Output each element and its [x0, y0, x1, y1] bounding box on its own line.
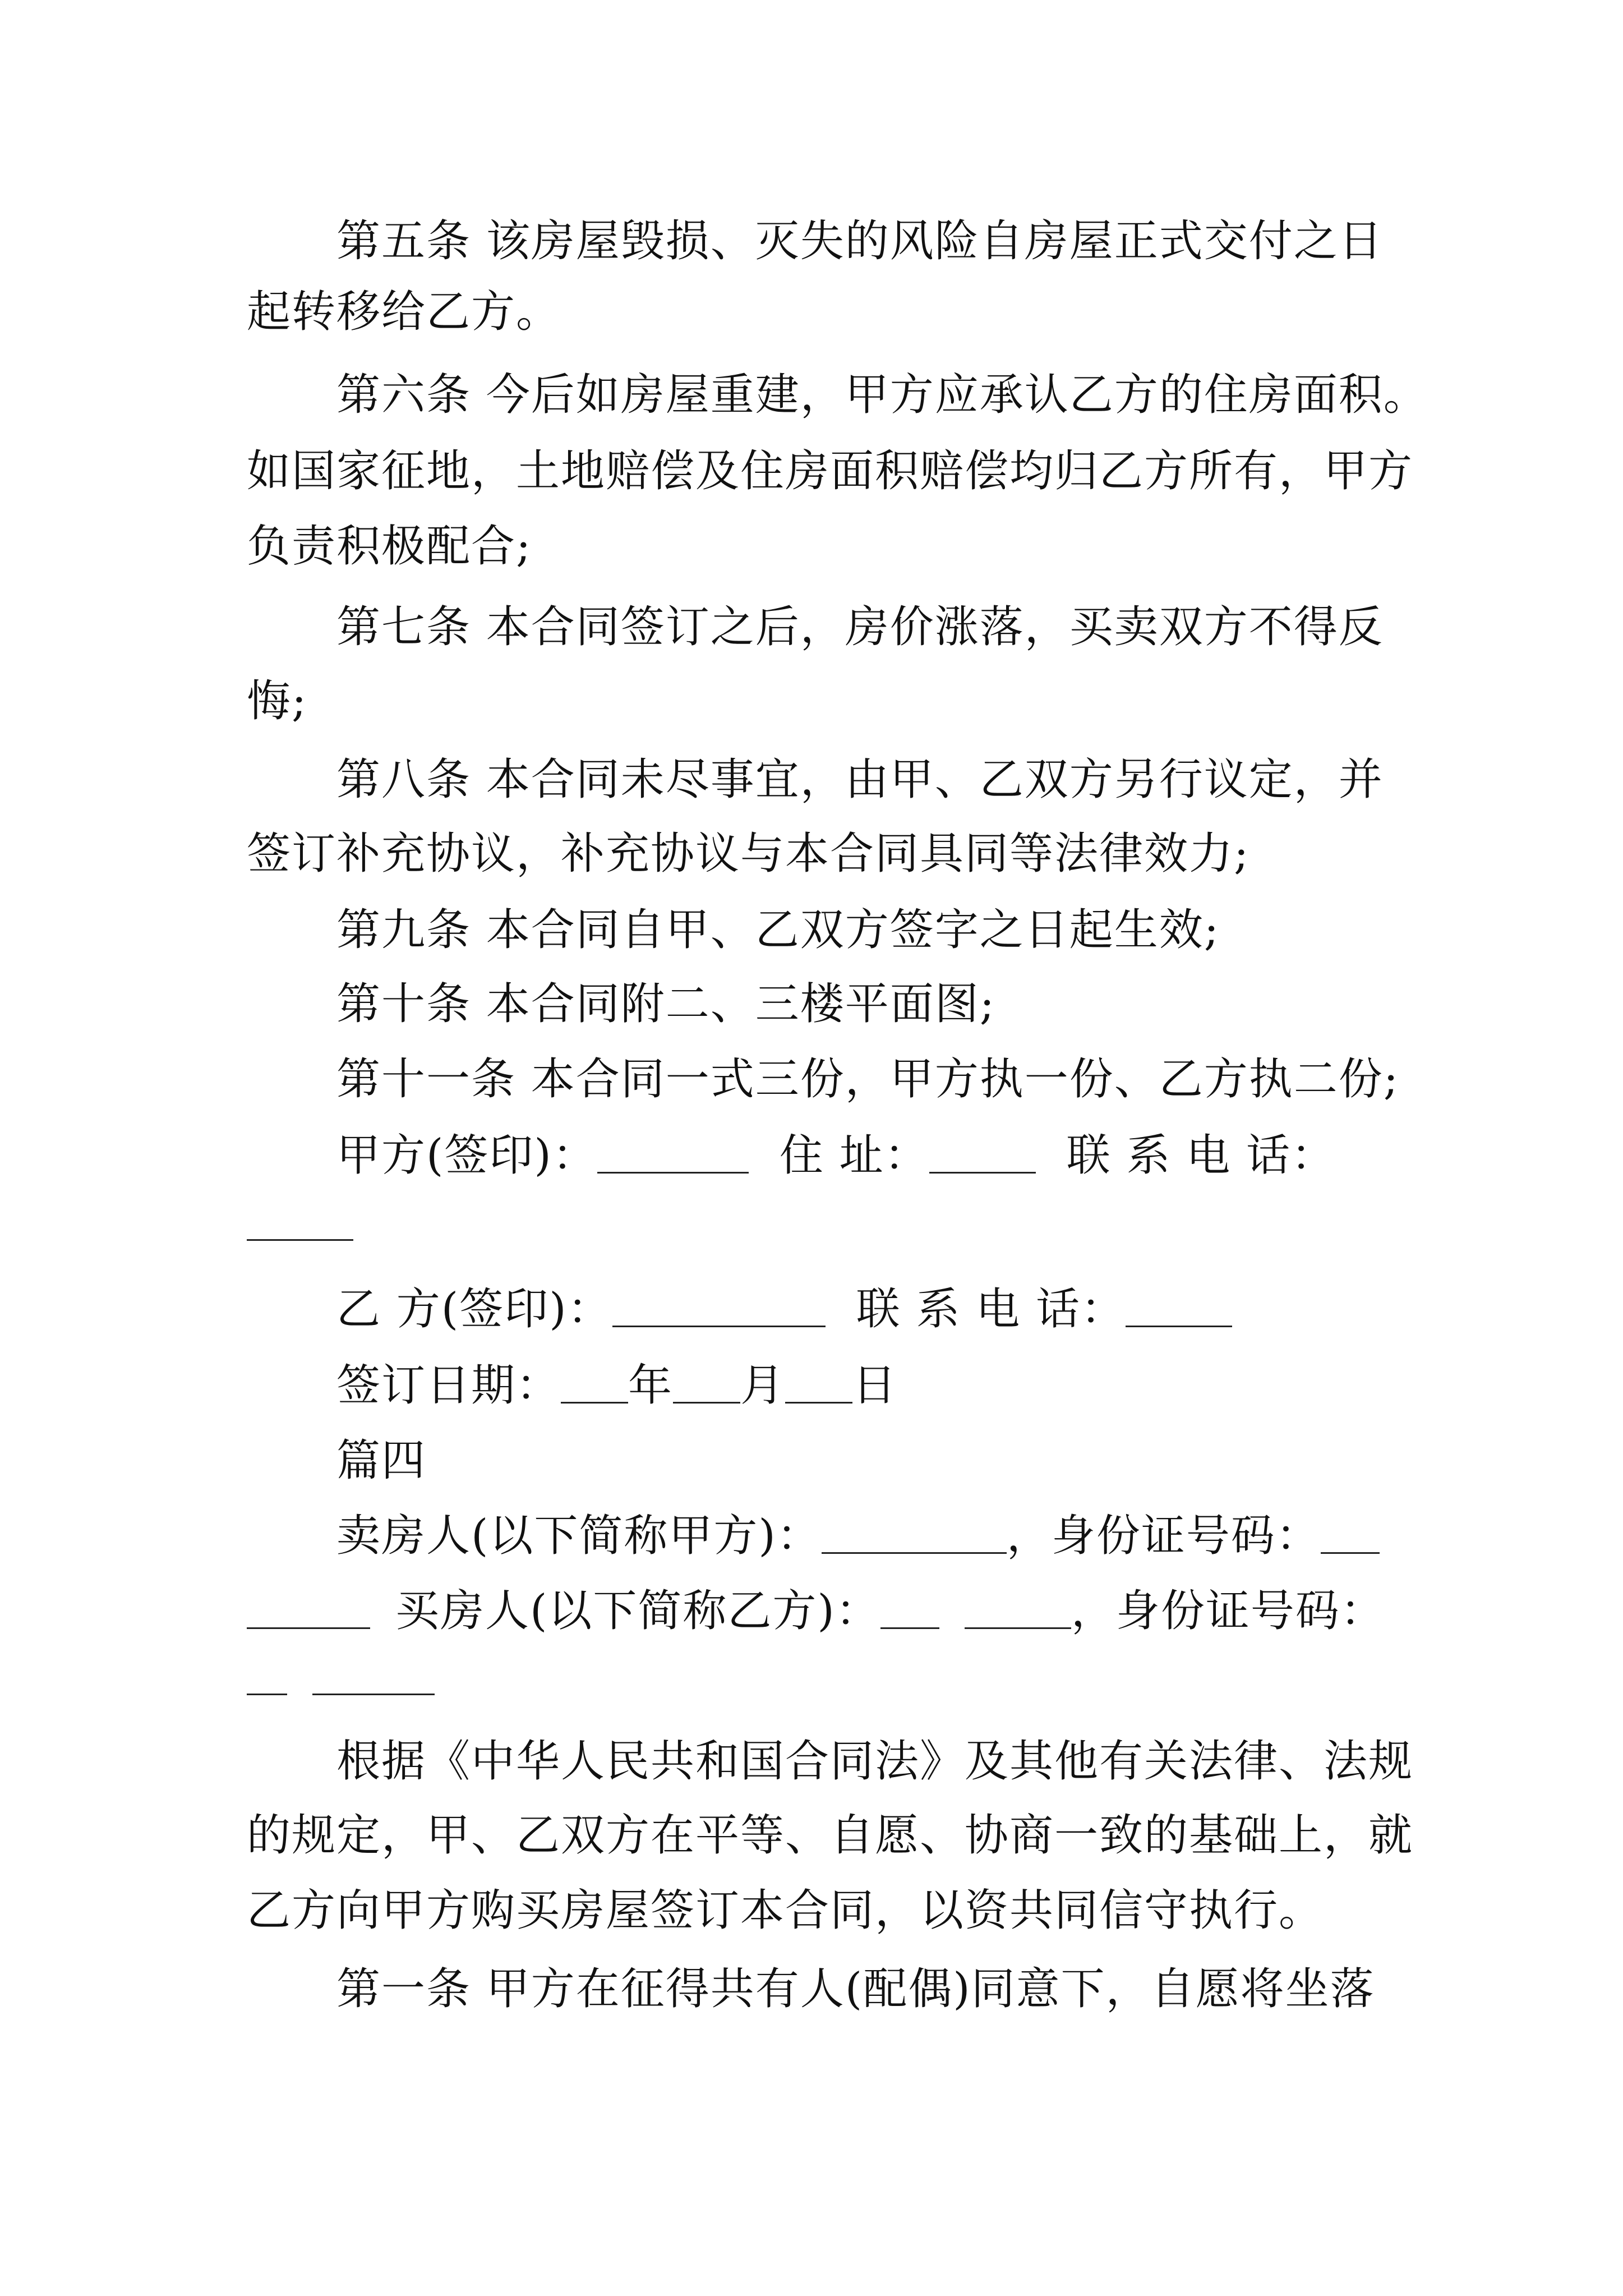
article-6-line-1: 第六条 今后如房屋重建，甲方应承认乙方的住房面积。: [336, 370, 1428, 420]
party-a-signature-line: [336, 1128, 1336, 1184]
party-a-phone-blank[interactable]: [247, 1200, 353, 1241]
article-6-line-2: 如国家征地，土地赔偿及住房面积赔偿均归乙方所有，甲方: [247, 446, 1414, 496]
section-title: 篇四: [336, 1435, 427, 1486]
preamble-line-2: 的规定，甲、乙双方在平等、自愿、协商一致的基础上，就: [247, 1810, 1414, 1861]
party-a-label: 甲方(签印)：: [336, 1130, 597, 1181]
party-b-signature-blank[interactable]: [612, 1286, 826, 1327]
buyer-id-blank-2[interactable]: [312, 1654, 435, 1695]
article-7-line-1: 第七条 本合同签订之后，房价涨落，买卖双方不得反: [336, 602, 1384, 652]
seller-id-label: ，身份证号码：: [1006, 1511, 1321, 1561]
party-b-phone-blank[interactable]: [1126, 1286, 1232, 1327]
sign-date-line: [336, 1358, 897, 1414]
buyer-name-blank-2[interactable]: [965, 1588, 1071, 1629]
seller-id-blank-end[interactable]: [247, 1588, 370, 1629]
preamble-line-3: 乙方向甲方购买房屋签订本合同，以资共同信守执行。: [247, 1885, 1324, 1936]
seller-name-blank[interactable]: [822, 1513, 1007, 1554]
buyer-name-blank-1[interactable]: [880, 1588, 939, 1629]
article-8-line-1: 第八条 本合同未尽事宜，由甲、乙双方另行议定，并: [336, 754, 1384, 805]
article-9: 第九条 本合同自甲、乙双方签字之日起生效;: [336, 905, 1220, 955]
sign-date-day-blank[interactable]: [785, 1363, 852, 1404]
sign-date-year-blank[interactable]: [561, 1363, 628, 1404]
party-a-phone-label: 联 系 电 话：: [1066, 1130, 1336, 1181]
sign-date-month-unit: 月: [740, 1360, 786, 1411]
seller-line: [336, 1508, 1380, 1564]
preamble-line-1: 根据《中华人民共和国合同法》及其他有关法律、法规: [336, 1736, 1414, 1787]
article-7-line-2: 悔;: [247, 676, 308, 726]
article-1-line-1: 第一条 甲方在征得共有人(配偶)同意下，自愿将坐落: [336, 1964, 1375, 2014]
buyer-label: 买房人(以下简称乙方)：: [395, 1586, 880, 1636]
article-6-line-3: 负责积极配合;: [247, 521, 532, 572]
sign-date-label: 签订日期：: [336, 1360, 561, 1411]
sign-date-day-unit: 日: [852, 1360, 898, 1411]
sign-date-month-blank[interactable]: [673, 1363, 740, 1404]
article-5-line-1: 第五条 该房屋毁损、灭失的风险自房屋正式交付之日: [336, 216, 1384, 266]
sign-date-year-unit: 年: [628, 1360, 674, 1411]
party-a-address-blank[interactable]: [929, 1133, 1036, 1174]
article-10: 第十条 本合同附二、三楼平面图;: [336, 979, 996, 1029]
article-11: 第十一条 本合同一式三份，甲方执一份、乙方执二份;: [336, 1054, 1400, 1105]
party-a-signature-blank[interactable]: [597, 1133, 749, 1174]
seller-label: 卖房人(以下简称甲方)：: [336, 1511, 822, 1561]
buyer-line: [247, 1583, 1385, 1639]
party-b-label: 乙 方(签印)：: [336, 1284, 612, 1335]
article-8-line-2: 签订补充协议，补充协议与本合同具同等法律效力;: [247, 829, 1250, 879]
article-5-line-2: 起转移给乙方。: [247, 287, 561, 337]
party-b-phone-label: 联 系 电 话：: [856, 1284, 1126, 1335]
buyer-id-blank-1[interactable]: [247, 1654, 287, 1695]
party-a-phone-line: [247, 1195, 353, 1251]
seller-id-blank-start[interactable]: [1321, 1513, 1380, 1554]
buyer-id-label: ，身份证号码：: [1071, 1586, 1385, 1636]
party-a-address-label: 住 址：: [779, 1130, 929, 1181]
party-b-signature-line: [336, 1281, 1232, 1337]
buyer-id-line: [247, 1649, 435, 1705]
